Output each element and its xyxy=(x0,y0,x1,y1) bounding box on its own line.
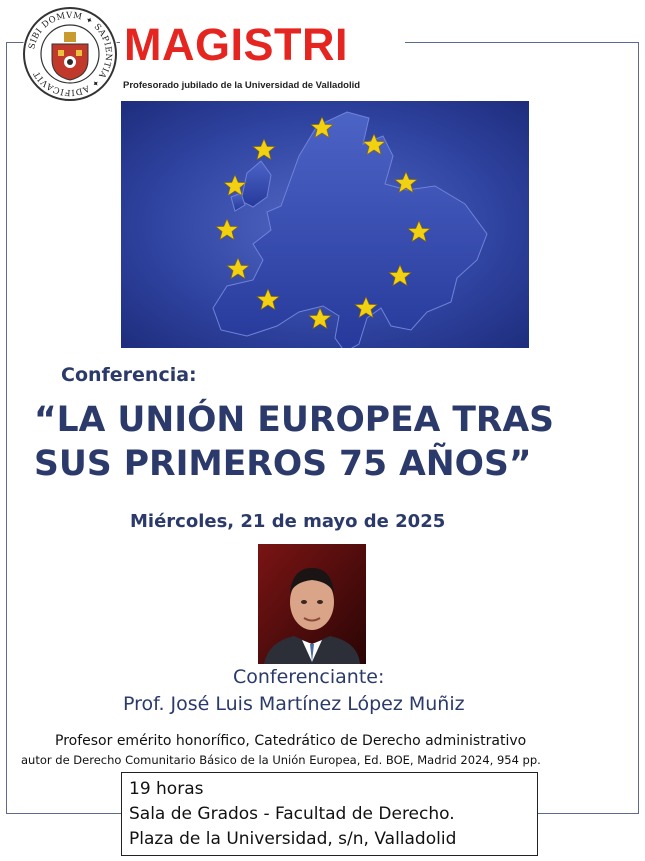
conference-title xyxy=(34,398,614,486)
eu-map-image xyxy=(121,101,529,348)
venue-box xyxy=(121,772,538,856)
speaker-photo xyxy=(258,544,366,664)
title-line-2: SUS PRIMEROS 75 AÑOS” xyxy=(34,444,532,484)
title-line-1: “LA UNIÓN EUROPEA TRAS xyxy=(34,400,554,440)
event-address: Plaza de la Universidad, s/n, Valladolid xyxy=(129,829,457,849)
speaker-bio-line-1: Profesor emérito honorífico, Catedrático de Derecho administrativo xyxy=(55,733,527,749)
brand-subtitle: Profesorado jubilado de la Universidad de Valladolid xyxy=(123,80,361,91)
speaker-bio-line-2: autor de Derecho Comunitario Básico de la Unión Europea, Ed. BOE, Madrid 2024, 954 pp. xyxy=(21,753,541,767)
event-date: Miércoles, 21 de mayo de 2025 xyxy=(130,511,446,532)
speaker-name: Prof. José Luis Martínez López Muñiz xyxy=(123,693,465,715)
university-seal xyxy=(22,6,118,102)
event-time: 19 horas xyxy=(129,779,204,799)
brand-title: MAGISTRI xyxy=(124,19,348,70)
seal-text: SIBI DOMVM ✦ SAPIENTIA ✦ ADIFICAVIT xyxy=(27,10,114,98)
conference-label: Conferencia: xyxy=(61,364,197,386)
speaker-label: Conferenciante: xyxy=(233,666,385,688)
event-place: Sala de Grados - Facultad de Derecho. xyxy=(129,804,455,824)
